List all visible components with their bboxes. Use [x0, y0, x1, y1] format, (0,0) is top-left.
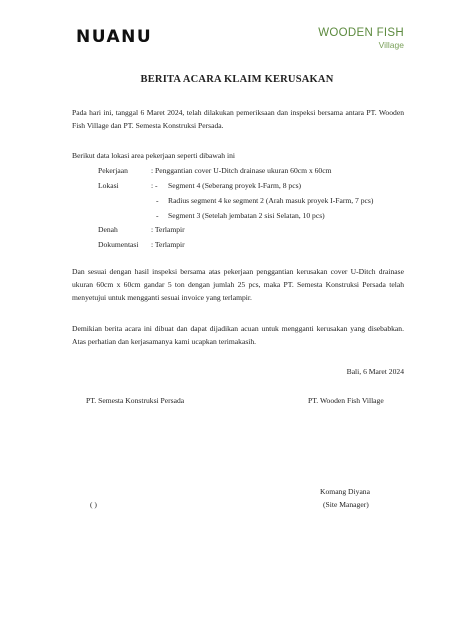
- details-heading: Berikut data lokasi area pekerjaan seperti dibawah ini: [72, 151, 235, 160]
- denah-label: Denah: [98, 225, 118, 234]
- document-title: BERITA ACARA KLAIM KERUSAKAN: [140, 74, 334, 85]
- logo-right-line1: WOODEN FISH: [318, 27, 404, 39]
- lokasi-label: Lokasi: [98, 181, 119, 190]
- dokumentasi-value: : Terlampir: [151, 240, 185, 249]
- right-company: PT. Wooden Fish Village: [308, 396, 384, 405]
- right-signatory-role: (Site Manager): [323, 500, 369, 509]
- body-paragraph: Dan sesuai dengan hasil inspeksi bersama atas pekerjaan penggantian kerusakan cover U-Ditch drainase ukuran 60cm x 60cm gandar 5 ton dengan jumlah 25 pcs, maka PT. Semesta Konstruksi Persada telah menyetujui untuk mengganti sesuai invoice yang terlampir.: [72, 267, 404, 303]
- logo-right-line2: Village: [378, 39, 404, 50]
- closing-paragraph: Demikian berita acara ini dibuat dan dapat dijadikan acuan untuk mengganti kerusakan yang disebabkan. Atas perhatian dan kerjasamanya kami ucapkan terimakasih.: [72, 324, 404, 347]
- left-signatory-name: ( ): [90, 500, 97, 509]
- left-company: PT. Semesta Konstruksi Persada: [86, 396, 185, 405]
- pekerjaan-value: : Penggantian cover U-Ditch drainase ukuran 60cm x 60cm: [151, 166, 332, 175]
- intro-paragraph: Pada hari ini, tanggal 6 Maret 2024, telah dilakukan pemeriksaan dan inspeksi bersama antara PT. Wooden Fish Village dan PT. Semesta Konstruksi Persada.: [72, 108, 404, 131]
- lokasi-item: Radius segment 4 ke segment 2 (Arah masuk proyek I-Farm, 7 pcs): [168, 196, 374, 205]
- lokasi-dash: -: [156, 196, 159, 205]
- nuanu-logo: NUANU: [76, 27, 153, 47]
- denah-value: : Terlampir: [151, 225, 185, 234]
- lokasi-dash: -: [156, 211, 159, 220]
- pekerjaan-label: Pekerjaan: [98, 166, 128, 175]
- place-date: Bali, 6 Maret 2024: [346, 367, 404, 376]
- lokasi-prefix: : -: [151, 181, 158, 190]
- lokasi-item: Segment 3 (Setelah jembatan 2 sisi Selatan, 10 pcs): [168, 211, 325, 220]
- wooden-fish-village-logo: [318, 28, 404, 49]
- lokasi-item: Segment 4 (Seberang proyek I-Farm, 8 pcs): [168, 181, 302, 190]
- dokumentasi-label: Dokumentasi: [98, 240, 139, 249]
- right-signatory-name: Komang Diyana: [320, 487, 370, 496]
